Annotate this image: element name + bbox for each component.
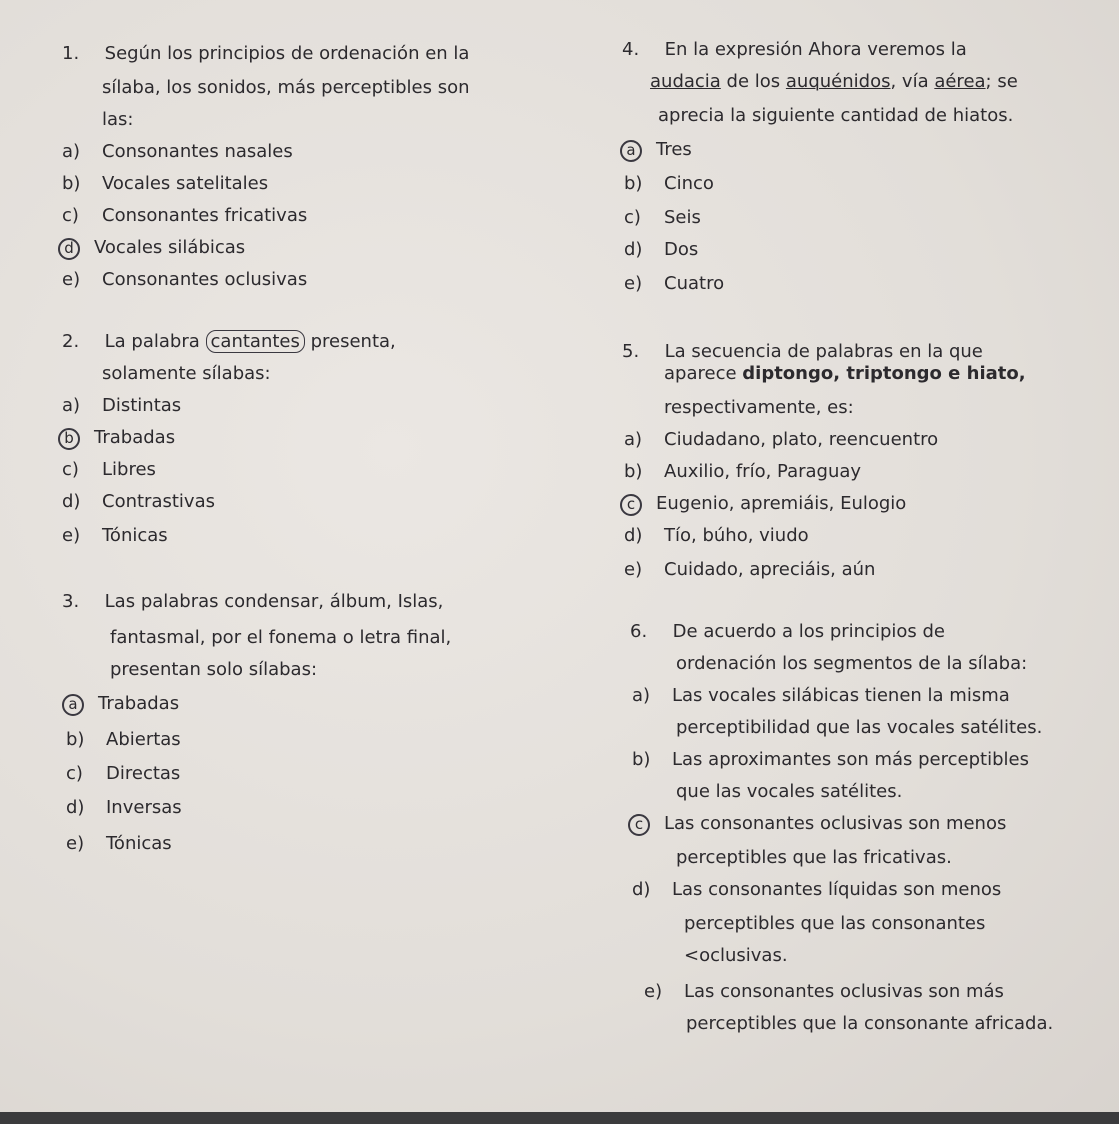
option-letter: a)	[632, 685, 651, 706]
question-4-option-a[interactable]	[620, 138, 692, 162]
option-text: Tío, búho, viudo	[664, 525, 809, 546]
option-text: Las vocales silábicas tienen la misma	[672, 685, 1010, 706]
option-letter: c)	[62, 459, 79, 480]
option-text: Cuatro	[664, 273, 725, 294]
option-text: Cinco	[664, 173, 714, 194]
plain-text: de los	[720, 71, 786, 92]
question-4-number: 4.	[622, 39, 640, 60]
option-text: Auxilio, frío, Paraguay	[664, 461, 862, 482]
option-letter: c)	[62, 205, 79, 226]
question-6-option-e[interactable]	[644, 980, 1004, 1004]
option-text: Trabadas	[98, 693, 180, 714]
selected-answer-mark: d	[58, 238, 80, 260]
option-text: Las consonantes líquidas son menos	[672, 879, 1002, 900]
question-6-option-a-line-2: perceptibilidad que las vocales satélites.	[676, 717, 1043, 738]
option-letter: e)	[624, 559, 643, 580]
question-4-option-b[interactable]	[624, 172, 714, 196]
question-1-option-d[interactable]	[58, 236, 245, 260]
option-letter: c)	[66, 763, 83, 784]
question-6-option-d-line-2: perceptibles que las consonantes	[684, 913, 986, 934]
question-3-text-1: Las palabras condensar, álbum, Islas,	[104, 591, 444, 612]
question-6-option-c-line-2: perceptibles que las fricativas.	[676, 847, 952, 868]
question-1-option-b[interactable]	[62, 172, 268, 196]
option-letter: a)	[624, 429, 643, 450]
underlined-word: audacia	[650, 71, 721, 92]
option-text: Cuidado, apreciáis, aún	[664, 559, 876, 580]
question-5-number: 5.	[622, 341, 640, 362]
question-3-stem-line-3: presentan solo sílabas:	[110, 659, 318, 680]
option-letter: c)	[624, 207, 641, 228]
selected-answer-mark: a	[620, 140, 642, 162]
question-2-option-c[interactable]	[62, 458, 156, 482]
option-letter: b)	[632, 749, 651, 770]
option-text: Seis	[664, 207, 701, 228]
question-6-option-a[interactable]	[632, 684, 1010, 708]
plain-text: ; se	[985, 71, 1018, 92]
underlined-word: auquénidos	[785, 71, 891, 92]
question-3-option-b[interactable]	[66, 728, 181, 752]
option-text: Tónicas	[102, 525, 168, 546]
option-letter: d)	[632, 879, 651, 900]
option-text: Consonantes fricativas	[102, 205, 308, 226]
option-text: Tónicas	[106, 833, 172, 854]
option-text: Libres	[102, 459, 156, 480]
option-text: Consonantes oclusivas	[102, 269, 308, 290]
question-2-text-prefix: La palabra	[104, 331, 200, 352]
question-6-text-1: De acuerdo a los principios de	[672, 621, 946, 642]
question-3-option-e[interactable]	[66, 832, 172, 856]
plain-text: aparece	[664, 363, 743, 384]
option-text: Ciudadano, plato, reencuentro	[664, 429, 939, 450]
selected-answer-mark: b	[58, 428, 80, 450]
plain-text: , vía	[890, 71, 935, 92]
option-letter: b)	[624, 461, 643, 482]
option-letter: a)	[62, 395, 81, 416]
option-letter: d)	[66, 797, 85, 818]
option-text: Directas	[106, 763, 181, 784]
option-text: Tres	[656, 139, 692, 160]
option-letter: e)	[62, 269, 81, 290]
option-text: Trabadas	[94, 427, 176, 448]
question-5-text-1: La secuencia de palabras en la que	[664, 341, 983, 362]
option-letter: d)	[62, 491, 81, 512]
question-2-option-a[interactable]	[62, 394, 181, 418]
question-5-option-b[interactable]	[624, 460, 861, 484]
option-letter: b)	[62, 173, 81, 194]
question-6-stem-line-1	[630, 620, 945, 644]
question-6-number: 6.	[630, 621, 648, 642]
question-4-option-e[interactable]	[624, 272, 724, 296]
underlined-word: aérea	[934, 71, 986, 92]
question-6-option-d[interactable]	[632, 878, 1001, 902]
question-2-stem-line-2: solamente sílabas:	[102, 363, 271, 384]
question-2-option-e[interactable]	[62, 524, 168, 548]
question-5-stem-line-3: respectivamente, es:	[664, 397, 854, 418]
option-text: Dos	[664, 239, 699, 260]
question-2-number: 2.	[62, 331, 80, 352]
selected-answer-mark: a	[62, 694, 84, 716]
question-4-option-d[interactable]	[624, 238, 698, 262]
question-1-number: 1.	[62, 43, 80, 64]
option-text: Vocales satelitales	[102, 173, 269, 194]
question-1-option-a[interactable]	[62, 140, 293, 164]
question-3-option-d[interactable]	[66, 796, 182, 820]
question-4-stem-line-3: aprecia la siguiente cantidad de hiatos.	[658, 105, 1014, 126]
option-text: Contrastivas	[102, 491, 215, 512]
question-3-number: 3.	[62, 591, 80, 612]
option-letter: b)	[66, 729, 85, 750]
question-5-stem-line-1	[622, 340, 983, 364]
option-text: Eugenio, apremiáis, Eulogio	[656, 493, 907, 514]
option-text: Las consonantes oclusivas son menos	[664, 813, 1007, 834]
question-3-stem-line-1	[62, 590, 443, 614]
option-letter: e)	[62, 525, 81, 546]
question-1-option-c[interactable]	[62, 204, 307, 228]
option-text: Las consonantes oclusivas son más	[684, 981, 1004, 1002]
question-1-option-e[interactable]	[62, 268, 307, 292]
question-1-stem-line-1	[62, 42, 469, 66]
option-text: Vocales silábicas	[94, 237, 246, 258]
question-4-option-c[interactable]	[624, 206, 701, 230]
circled-word: cantantes	[206, 330, 305, 353]
question-3-stem-line-2: fantasmal, por el fonema o letra final,	[110, 627, 452, 648]
question-5-option-d[interactable]	[624, 524, 809, 548]
question-6-option-e-line-2: perceptibles que la consonante africada.	[686, 1013, 1054, 1034]
question-6-option-b[interactable]	[632, 748, 1029, 772]
question-2-stem-line-1	[62, 330, 396, 354]
question-1-stem-line-2: sílaba, los sonidos, más perceptibles son	[102, 77, 470, 98]
option-letter: e)	[624, 273, 643, 294]
question-6-option-b-line-2: que las vocales satélites.	[676, 781, 903, 802]
option-text: Distintas	[102, 395, 182, 416]
question-4-text-1: En la expresión Ahora veremos la	[664, 39, 967, 60]
question-3-option-c[interactable]	[66, 762, 180, 786]
selected-answer-mark: c	[628, 814, 650, 836]
question-2-option-d[interactable]	[62, 490, 215, 514]
question-6-option-c[interactable]	[628, 812, 1006, 836]
option-text: Abiertas	[106, 729, 181, 750]
question-5-option-c[interactable]	[620, 492, 906, 516]
question-5-stem-line-2	[664, 362, 1026, 386]
question-4-stem-line-2	[650, 70, 1018, 94]
option-text: Las aproximantes son más perceptibles	[672, 749, 1029, 770]
option-letter: e)	[644, 981, 663, 1002]
question-6-option-d-line-3: <oclusivas.	[684, 945, 788, 966]
selected-answer-mark: c	[620, 494, 642, 516]
option-letter: d)	[624, 525, 643, 546]
question-1-stem-line-3: las:	[102, 109, 134, 130]
question-2-text-suffix: presenta,	[310, 331, 396, 352]
question-5-option-e[interactable]	[624, 558, 875, 582]
option-letter: a)	[62, 141, 81, 162]
option-letter: d)	[624, 239, 643, 260]
question-4-stem-line-1	[622, 38, 967, 62]
question-1-text-1: Según los principios de ordenación en la	[104, 43, 470, 64]
question-3-option-a[interactable]	[62, 692, 179, 716]
option-text: Consonantes nasales	[102, 141, 293, 162]
photo-bottom-edge	[0, 1112, 1119, 1124]
option-text: Inversas	[106, 797, 182, 818]
question-5-option-a[interactable]	[624, 428, 938, 452]
option-letter: e)	[66, 833, 85, 854]
question-2-option-b[interactable]	[58, 426, 175, 450]
question-6-stem-line-2: ordenación los segmentos de la sílaba:	[676, 653, 1028, 674]
option-letter: b)	[624, 173, 643, 194]
bold-text: diptongo, triptongo e hiato,	[742, 363, 1026, 384]
